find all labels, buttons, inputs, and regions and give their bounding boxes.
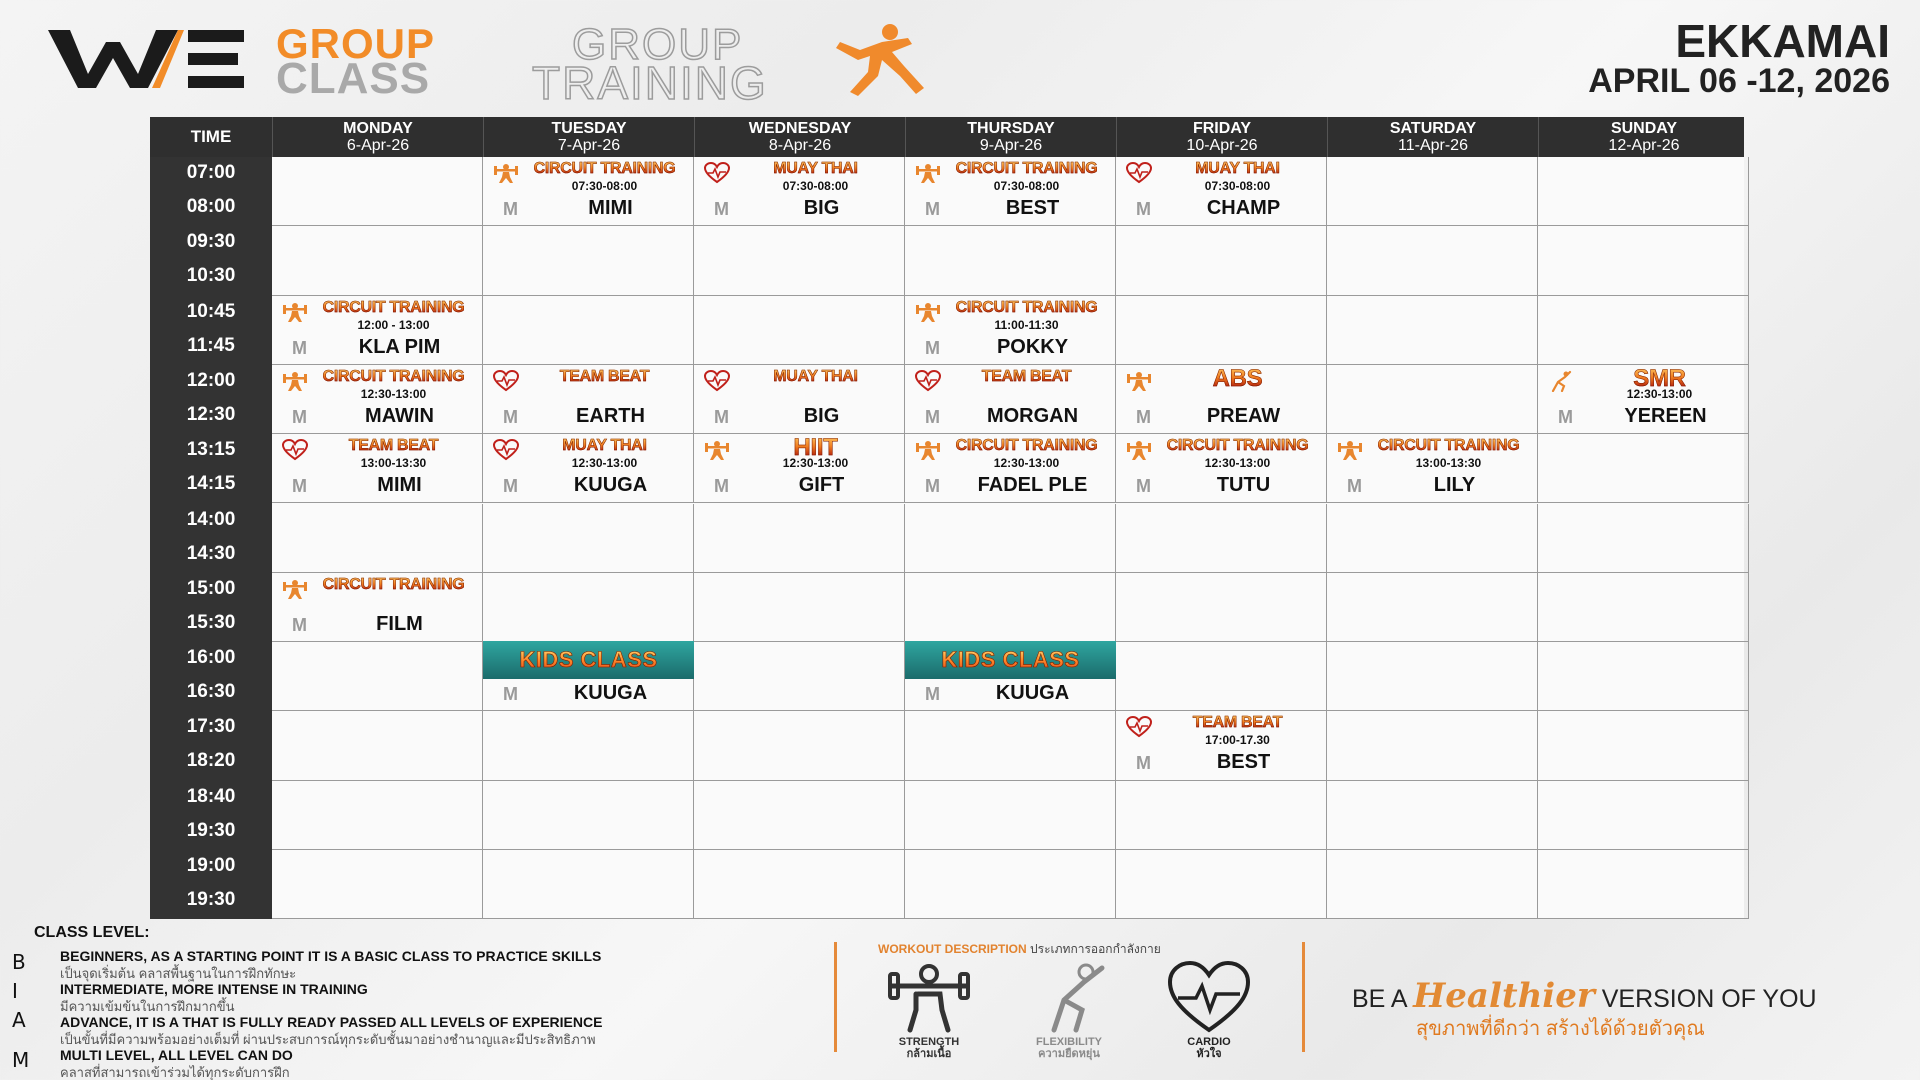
tagline-post: VERSION OF YOU — [1601, 985, 1817, 1013]
class-level-badge: M — [292, 406, 307, 427]
schedule-cell — [272, 850, 483, 919]
workout-label-th: ความยืดหยุ่น — [1038, 1048, 1100, 1060]
schedule-cell — [272, 781, 483, 850]
schedule-cell — [272, 642, 483, 711]
time-slot-end: 19:30 — [186, 889, 236, 910]
class-time: 13:00-13:30 — [1415, 456, 1482, 471]
day-date: 10-Apr-26 — [1186, 137, 1258, 154]
trainer-name: CHAMP — [1206, 197, 1281, 219]
day-date: 11-Apr-26 — [1398, 137, 1468, 154]
runner-icon — [820, 20, 930, 100]
schedule-cell — [483, 711, 694, 780]
day-header-monday — [272, 117, 483, 157]
trainer-name: POKKY — [996, 335, 1069, 358]
day-name: TUESDAY — [551, 120, 627, 137]
time-slot-end: 19:30 — [186, 819, 236, 841]
class-block[interactable] — [1116, 365, 1327, 433]
cardio-icon — [493, 439, 519, 461]
schedule-cell — [1327, 296, 1538, 365]
schedule-cell — [483, 781, 694, 850]
cardio-icon — [493, 370, 519, 392]
class-level-badge: M — [503, 199, 518, 219]
class-time: 07:30-08:00 — [993, 179, 1060, 193]
class-block[interactable] — [1116, 157, 1327, 225]
schedule-cell — [1327, 642, 1538, 711]
day-date: 12-Apr-26 — [1608, 137, 1680, 154]
level-description-en: BEGINNERS, AS A STARTING POINT IT IS A BASIC CLASS TO PRACTICE SKILLS — [60, 948, 602, 964]
time-slot-end: 16:30 — [186, 681, 236, 703]
time-slot-start: 15:00 — [186, 577, 236, 599]
workout-label — [1009, 1036, 1129, 1060]
class-level-badge: M — [925, 406, 940, 427]
class-level-badge: M — [1347, 476, 1362, 497]
class-block[interactable] — [1327, 434, 1538, 502]
class-block[interactable] — [483, 157, 694, 225]
class-name: TEAM BEAT — [519, 368, 690, 386]
class-time: 12:30-13:00 — [993, 456, 1060, 471]
class-name: CIRCUIT TRAINING — [1363, 437, 1534, 455]
trainer-name: FADEL PLE — [977, 474, 1088, 497]
time-slot-start: 09:30 — [186, 231, 236, 253]
cardio-icon — [282, 439, 308, 461]
cardio-icon — [915, 370, 941, 392]
strength-icon — [282, 370, 308, 392]
schedule-cell — [905, 850, 1116, 919]
trainer-name: KUUGA — [573, 682, 648, 705]
level-description-th: คลาสที่สามารถเข้าร่วมได้ทุกระดับการฝึก — [60, 1065, 290, 1080]
class-name: TEAM BEAT — [941, 368, 1112, 386]
class-name: CIRCUIT TRAINING — [1152, 437, 1323, 455]
strength-icon — [493, 162, 519, 184]
time-slot-start: 17:30 — [186, 716, 236, 738]
class-level-badge: M — [1136, 406, 1151, 427]
class-block[interactable] — [905, 157, 1116, 225]
schedule-cell — [694, 850, 905, 919]
title-outline-1: GROUP — [572, 20, 744, 69]
class-level-badge: M — [714, 199, 729, 219]
time-slot-start: 16:00 — [186, 647, 236, 669]
class-time: 07:30-08:00 — [782, 179, 849, 193]
schedule-cell — [1538, 504, 1749, 573]
level-description-th: มีความเข้มข้นในการฝึกมากขึ้น — [60, 999, 235, 1014]
schedule-cell — [1538, 434, 1749, 503]
schedule-cell — [1538, 850, 1749, 919]
strength-icon — [1337, 439, 1363, 461]
time-slot-end: 14:30 — [186, 542, 236, 564]
trainer-name: GIFT — [798, 474, 845, 497]
day-name: SUNDAY — [1610, 120, 1678, 137]
tagline-highlight: Healthier — [1413, 976, 1595, 1016]
schedule-cell — [1538, 711, 1749, 780]
trainer-name: MIMI — [377, 474, 422, 497]
trainer-name: LILY — [1433, 474, 1476, 497]
kids-class-name: KIDS CLASS — [941, 647, 1080, 673]
class-level-badge: M — [292, 476, 307, 497]
day-date: 9-Apr-26 — [979, 137, 1043, 154]
schedule-cell — [272, 226, 483, 295]
schedule-cell — [1327, 226, 1538, 295]
strength-icon — [282, 301, 308, 323]
class-block[interactable] — [905, 296, 1116, 364]
class-block[interactable] — [694, 157, 905, 225]
class-time: 07:30-08:00 — [1204, 179, 1271, 193]
time-slot-end: 08:00 — [186, 196, 236, 217]
trainer-name: BIG — [803, 404, 840, 427]
class-name: MUAY THAI — [730, 368, 901, 386]
day-header-wednesday — [694, 117, 905, 157]
schedule-cell — [1538, 157, 1749, 226]
class-level-badge: M — [292, 337, 307, 358]
schedule-cell — [1327, 781, 1538, 850]
class-block[interactable] — [694, 365, 905, 433]
schedule-cell — [694, 781, 905, 850]
class-name: CIRCUIT TRAINING — [308, 576, 479, 594]
schedule-cell — [905, 711, 1116, 780]
class-name: MUAY THAI — [519, 437, 690, 455]
schedule-cell — [1327, 711, 1538, 780]
day-name: MONDAY — [343, 120, 413, 137]
strength-icon — [1126, 370, 1152, 392]
workout-label — [1149, 1036, 1269, 1060]
workout-label-en: FLEXIBILITY — [1036, 1036, 1102, 1048]
class-level-badge: M — [292, 614, 307, 635]
class-time: 12:00 - 13:00 — [357, 317, 430, 332]
day-header-tuesday — [483, 117, 694, 157]
schedule-cell — [483, 850, 694, 919]
class-block[interactable] — [483, 434, 694, 502]
workout-label-en: CARDIO — [1187, 1036, 1231, 1048]
class-block[interactable] — [272, 296, 483, 364]
level-letter-b: B — [12, 950, 26, 974]
class-time: 12:30-13:00 — [782, 456, 849, 471]
level-letter-m: M — [12, 1048, 30, 1072]
class-name: CIRCUIT TRAINING — [308, 368, 479, 386]
class-time: 12:30-13:00 — [360, 386, 427, 401]
day-date: 8-Apr-26 — [768, 137, 832, 154]
class-time: 13:00-13:30 — [360, 456, 427, 471]
schedule-cell — [483, 504, 694, 573]
schedule-cell — [694, 711, 905, 780]
time-slot-start: 12:00 — [186, 369, 236, 391]
time-slot-end: 11:45 — [187, 334, 235, 356]
level-description-th: เป็นขั้นที่มีความพร้อมอย่างเต็มที่ ผ่านประสบการณ์ทุกระดับชั้นมาอย่างชำนาญและมีประสิทธิภาพ — [60, 1032, 596, 1047]
class-level-badge: M — [714, 406, 729, 427]
class-level-badge: M — [925, 337, 940, 358]
schedule-cell — [1538, 573, 1749, 642]
class-name: CIRCUIT TRAINING — [941, 299, 1112, 317]
schedule-cell — [1116, 296, 1327, 365]
class-level-badge: M — [503, 684, 518, 705]
time-slot-end: 10:30 — [186, 265, 236, 287]
class-name: ABS — [1152, 365, 1323, 393]
flexibility-icon — [1026, 960, 1112, 1036]
schedule-cell — [905, 573, 1116, 642]
class-name: MUAY THAI — [1152, 160, 1323, 178]
class-time: 12:30-13:00 — [1204, 456, 1271, 471]
title-outline-2: TRAINING — [532, 57, 768, 109]
date-range: APRIL 06 -12, 2026 — [1588, 62, 1890, 100]
schedule-cell — [1538, 781, 1749, 850]
schedule-cell — [1327, 157, 1538, 226]
time-slot-end: 15:30 — [186, 611, 236, 633]
class-name: SMR — [1574, 365, 1745, 393]
class-block[interactable] — [1538, 365, 1749, 433]
workout-title-th: ประเภทการออกกำลังกาย — [1030, 942, 1161, 956]
class-name: CIRCUIT TRAINING — [519, 160, 690, 178]
schedule-cell — [905, 504, 1116, 573]
kids-class-name: KIDS CLASS — [519, 647, 658, 673]
schedule-cell — [1116, 642, 1327, 711]
class-level-badge: M — [925, 199, 940, 219]
class-time: 11:00-11:30 — [994, 317, 1059, 332]
day-name: SATURDAY — [1389, 120, 1477, 137]
class-block[interactable] — [272, 573, 483, 641]
class-name: CIRCUIT TRAINING — [941, 160, 1112, 178]
strength-icon — [704, 439, 730, 461]
kids-class-block[interactable] — [483, 642, 694, 710]
schedule-cell — [694, 226, 905, 295]
schedule-cell — [1538, 296, 1749, 365]
schedule-cell — [483, 296, 694, 365]
schedule-cell — [905, 781, 1116, 850]
trainer-name: KUUGA — [573, 474, 648, 497]
strength-icon — [915, 439, 941, 461]
schedule-cell — [1327, 850, 1538, 919]
class-level-badge: M — [1558, 406, 1573, 427]
time-slot-end: 14:15 — [186, 473, 236, 495]
schedule-cell — [1116, 781, 1327, 850]
trainer-name: BEST — [1005, 197, 1060, 219]
title-line-2: CLASS — [276, 54, 431, 103]
time-slot-start: 07:00 — [186, 162, 236, 183]
strength-icon — [886, 960, 972, 1036]
class-block[interactable] — [905, 365, 1116, 433]
time-slot-start: 13:15 — [186, 439, 236, 461]
branch-name: EKKAMAI — [1675, 15, 1890, 67]
class-block[interactable] — [694, 434, 905, 502]
workout-label-en: STRENGTH — [898, 1036, 960, 1048]
day-date: 6-Apr-26 — [346, 137, 410, 154]
day-name: THURSDAY — [967, 120, 1055, 137]
tagline-thai: สุขภาพที่ดีกว่า สร้างได้ด้วยตัวคุณ — [1416, 1018, 1705, 1040]
trainer-name: KUUGA — [995, 682, 1070, 705]
level-description-en: ADVANCE, IT IS A THAT IS FULLY READY PASSED ALL LEVELS OF EXPERIENCE — [60, 1014, 603, 1030]
schedule-body — [272, 157, 1744, 919]
class-level-badge: M — [503, 406, 518, 427]
schedule-cell — [694, 573, 905, 642]
workout-label-th: หัวใจ — [1196, 1048, 1222, 1060]
class-name: TEAM BEAT — [308, 437, 479, 455]
title-line-1: GROUP — [276, 20, 436, 67]
time-slot-start: 19:00 — [186, 855, 236, 876]
schedule-cell — [1116, 850, 1327, 919]
class-level-badge: M — [503, 476, 518, 497]
class-time: 17:00-17.30 — [1205, 733, 1270, 748]
schedule-cell — [694, 296, 905, 365]
class-block[interactable] — [272, 365, 483, 433]
cardio-icon — [704, 370, 730, 392]
tagline-pre: BE A — [1352, 985, 1407, 1013]
trainer-name: BIG — [803, 197, 840, 219]
day-name: WEDNESDAY — [748, 120, 852, 137]
time-header: TIME — [190, 127, 232, 146]
class-block[interactable] — [483, 365, 694, 433]
trainer-name: MIMI — [588, 197, 633, 219]
time-slot-start: 14:00 — [186, 508, 236, 530]
day-header-thursday — [905, 117, 1116, 157]
class-level-badge: M — [714, 476, 729, 497]
strength-icon — [1126, 439, 1152, 461]
class-time: 12:30-13:00 — [571, 456, 638, 471]
level-description-en: INTERMEDIATE, MORE INTENSE IN TRAINING — [60, 981, 368, 997]
time-slot-end: 18:20 — [186, 750, 236, 772]
trainer-name: MORGAN — [986, 404, 1079, 427]
schedule-cell — [272, 711, 483, 780]
class-time: 07:30-08:00 — [571, 179, 638, 193]
tagline — [1352, 976, 1817, 1016]
schedule-cell — [272, 157, 483, 226]
time-slot-end: 12:30 — [186, 403, 236, 425]
cardio-icon — [704, 162, 730, 184]
trainer-name: BEST — [1216, 751, 1271, 774]
class-block[interactable] — [1116, 711, 1327, 779]
class-name: HIIT — [730, 434, 901, 462]
trainer-name: TUTU — [1216, 474, 1271, 497]
class-name: CIRCUIT TRAINING — [941, 437, 1112, 455]
class-block[interactable] — [272, 434, 483, 502]
schedule-cell — [272, 504, 483, 573]
cardio-icon — [1126, 716, 1152, 738]
footer-divider-left — [834, 942, 837, 1052]
cardio-icon — [1126, 162, 1152, 184]
schedule-cell — [694, 504, 905, 573]
class-name: TEAM BEAT — [1152, 714, 1323, 732]
trainer-name: MAWIN — [365, 404, 434, 427]
trainer-name: EARTH — [576, 404, 645, 427]
schedule-cell — [1327, 504, 1538, 573]
schedule-cell — [1116, 573, 1327, 642]
we-logo — [48, 22, 248, 92]
cardio-icon — [1166, 960, 1252, 1036]
class-level-title: CLASS LEVEL: — [34, 924, 150, 941]
day-date: 7-Apr-26 — [557, 137, 621, 154]
schedule-cell — [1327, 573, 1538, 642]
strength-icon — [282, 578, 308, 600]
time-slot-start: 18:40 — [186, 785, 236, 807]
class-level-badge: M — [1136, 476, 1151, 497]
schedule-cell — [483, 226, 694, 295]
flexibility-icon — [1548, 370, 1574, 392]
trainer-name: KLA PIM — [358, 335, 441, 358]
trainer-name: PREAW — [1206, 404, 1281, 427]
schedule-cell — [1538, 226, 1749, 295]
workout-title-en: WORKOUT DESCRIPTION — [878, 942, 1027, 956]
class-level-badge: M — [1136, 199, 1151, 219]
class-name: CIRCUIT TRAINING — [308, 299, 479, 317]
schedule-cell — [905, 226, 1116, 295]
trainer-name: YEREEN — [1624, 404, 1707, 427]
schedule-cell — [1327, 365, 1538, 434]
class-name: MUAY THAI — [730, 160, 901, 178]
schedule-table — [150, 117, 1744, 919]
class-level-badge: M — [925, 476, 940, 497]
strength-icon — [915, 162, 941, 184]
day-name: FRIDAY — [1192, 120, 1252, 137]
time-slot-start: 10:45 — [186, 300, 236, 322]
schedule-cell — [483, 573, 694, 642]
workout-label-th: กล้ามเนื้อ — [906, 1048, 952, 1060]
kids-class-block[interactable] — [905, 642, 1116, 710]
level-description-en: MULTI LEVEL, ALL LEVEL CAN DO — [60, 1047, 293, 1063]
class-block[interactable] — [1116, 434, 1327, 502]
schedule-cell — [694, 642, 905, 711]
schedule-cell — [1116, 226, 1327, 295]
class-level-badge: M — [925, 684, 940, 705]
level-description-th: เป็นจุดเริ่มต้น คลาสพื้นฐานในการฝึกทักษะ — [60, 966, 297, 981]
day-header-sunday — [1538, 117, 1749, 157]
class-block[interactable] — [905, 434, 1116, 502]
workout-description-title — [878, 940, 1161, 959]
level-letter-i: I — [12, 979, 18, 1003]
class-time: 12:30-13:00 — [1626, 386, 1693, 401]
footer-divider-right — [1302, 942, 1305, 1052]
level-letter-a: A — [12, 1008, 26, 1032]
day-header-saturday — [1327, 117, 1538, 157]
day-header-friday — [1116, 117, 1327, 157]
class-level-badge: M — [1136, 753, 1151, 774]
workout-label — [869, 1036, 989, 1060]
trainer-name: FILM — [376, 612, 423, 635]
schedule-cell — [1538, 642, 1749, 711]
schedule-cell — [1116, 504, 1327, 573]
strength-icon — [915, 301, 941, 323]
